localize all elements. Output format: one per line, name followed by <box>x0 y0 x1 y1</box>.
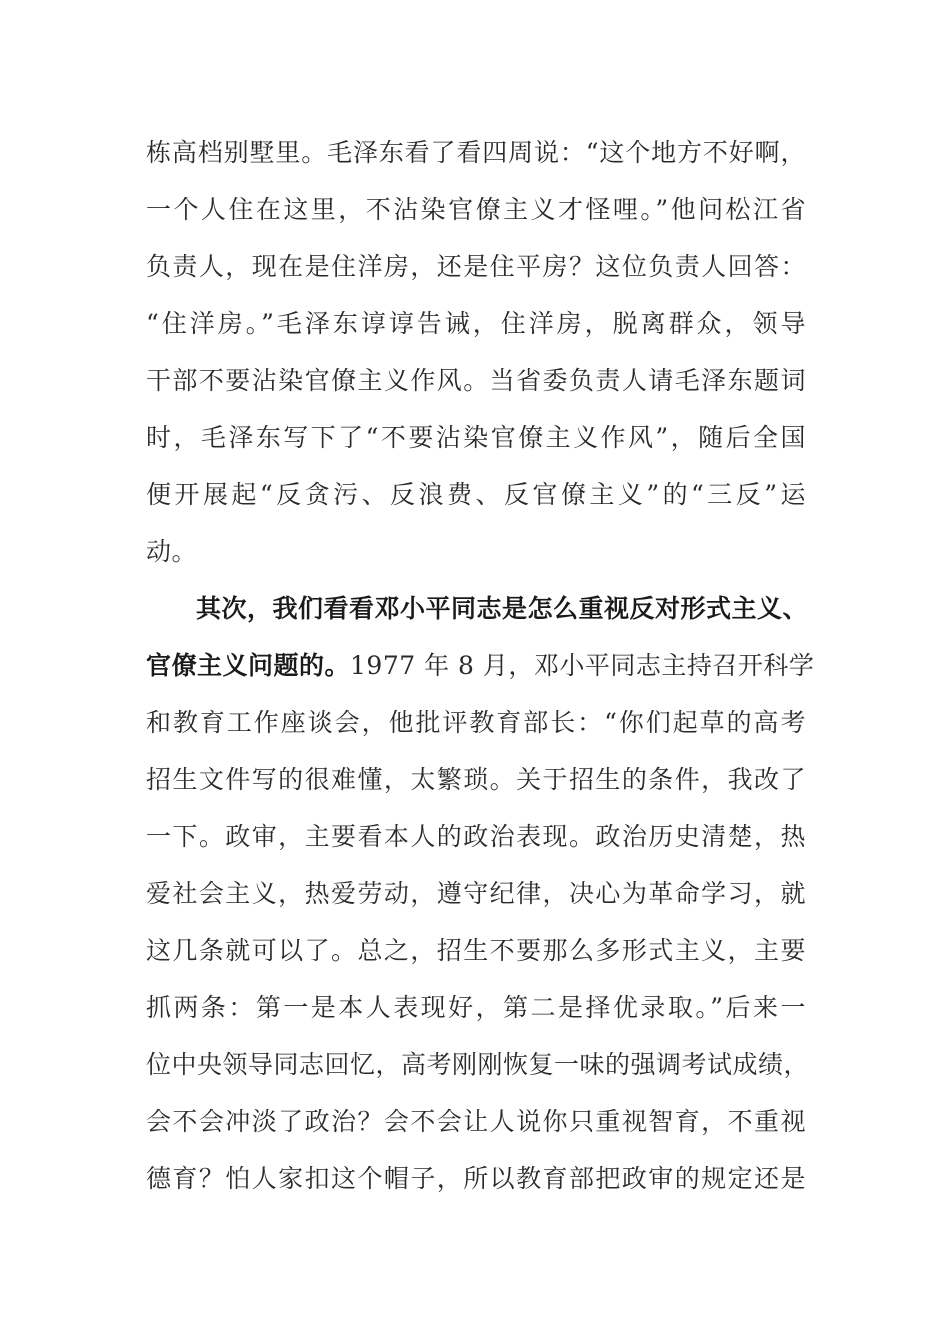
text-line: 便开展起“反贪污、反浪费、反官僚主义”的“三反”运 <box>146 480 806 509</box>
text-line: 负责人，现在是住洋房，还是住平房？这位负责人回答： <box>146 252 806 281</box>
text-line: 动。 <box>146 537 198 566</box>
text-line: “住洋房。”毛泽东谆谆告诫，住洋房，脱离群众，领导 <box>146 309 806 338</box>
text-line: 位中央领导同志回忆，高考刚刚恢复一味的强调考试成绩， <box>146 1050 810 1079</box>
text-line: 一下。政审，主要看本人的政治表现。政治历史清楚，热 <box>146 822 806 851</box>
text-line: 时，毛泽东写下了“不要沾染官僚主义作风”，随后全国 <box>146 423 806 452</box>
section-heading: 其次，我们看看邓小平同志是怎么重视反对形式主义、 <box>196 594 809 623</box>
text-line: 德育？怕人家扣这个帽子，所以教育部把政审的规定还是 <box>146 1164 806 1193</box>
text-line: 和教育工作座谈会，他批评教育部长：“你们起草的高考 <box>146 708 806 737</box>
section-heading-continued: 官僚主义问题的。 <box>146 651 351 680</box>
text-line: 爱社会主义，热爱劳动，遵守纪律，决心为革命学习，就 <box>146 879 806 908</box>
text-line: 会不会冲淡了政治？会不会让人说你只重视智育，不重视 <box>146 1107 806 1136</box>
text-line: 一个人住在这里，不沾染官僚主义才怪哩。”他问松江省 <box>146 195 806 224</box>
text-line: 这几条就可以了。总之，招生不要那么多形式主义，主要 <box>146 936 806 965</box>
text-line: 抓两条：第一是本人表现好，第二是择优录取。”后来一 <box>146 993 806 1022</box>
text-line <box>146 646 815 686</box>
date-text: 1977 年 8 月，邓小平同志主持召开科学 <box>350 651 815 680</box>
text-line: 栋高档别墅里。毛泽东看了看四周说：“这个地方不好啊， <box>146 138 806 167</box>
text-line: 干部不要沾染官僚主义作风。当省委负责人请毛泽东题词 <box>146 366 806 395</box>
text-line: 招生文件写的很难懂，太繁琐。关于招生的条件，我改了 <box>146 765 806 794</box>
